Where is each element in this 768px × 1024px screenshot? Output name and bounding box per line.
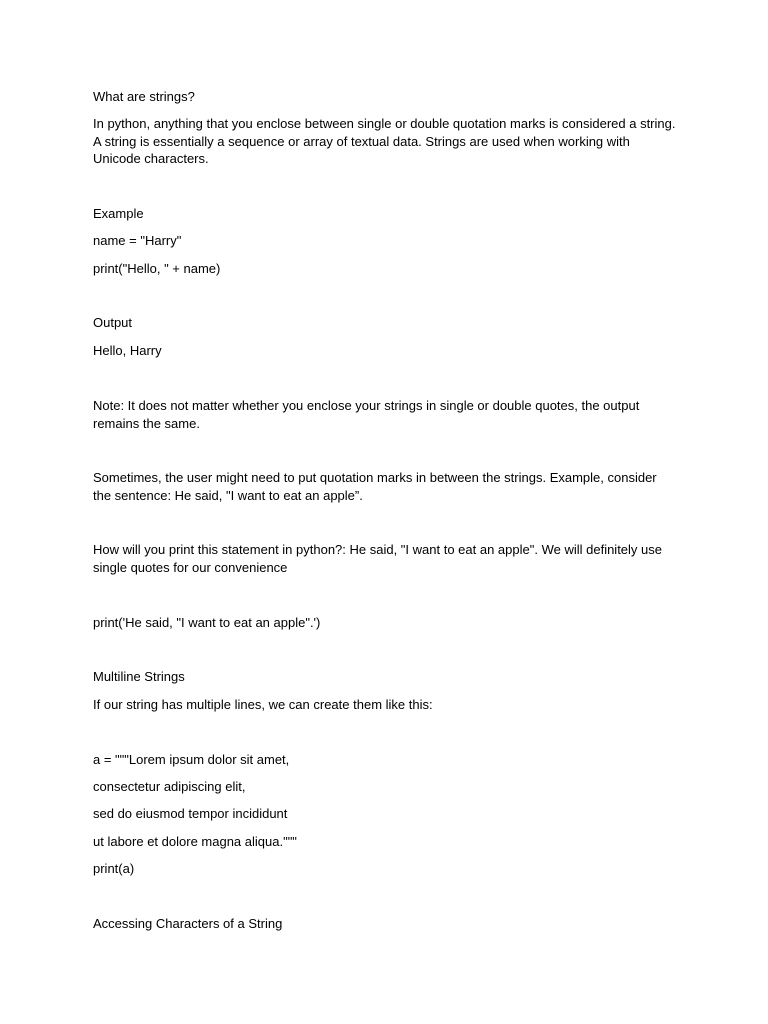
code-line-print-a: print(a): [93, 861, 135, 876]
heading-accessing-characters: Accessing Characters of a String: [93, 916, 283, 931]
heading-what-are-strings: What are strings?: [93, 89, 195, 104]
paragraph-multiline-intro: If our string has multiple lines, we can create them like this:: [93, 697, 433, 712]
paragraph-quotation-marks: Sometimes, the user might need to put quotation marks in between the strings. Example, consider the sentence: He said, "I want to eat an apple”.: [93, 470, 657, 503]
heading-multiline-strings: Multiline Strings: [93, 669, 185, 684]
paragraph-print-statement-question: How will you print this statement in python?: He said, "I want to eat an apple". We will definitely use single quotes for our convenience: [93, 542, 662, 575]
label-output: Output: [93, 315, 133, 330]
output-text: Hello, Harry: [93, 343, 162, 358]
paragraph-strings-definition: In python, anything that you enclose between single or double quotation marks is considered a string. A string is essentially a sequence or array of textual data. Strings are used when working with Unicode characters.: [93, 116, 676, 166]
paragraph-note-quotes: Note: It does not matter whether you enclose your strings in single or double quotes, the output remains the same.: [93, 398, 640, 431]
code-line-multiline-2: consectetur adipiscing elit,: [93, 779, 246, 794]
code-line-multiline-1: a = """Lorem ipsum dolor sit amet,: [93, 752, 290, 767]
label-example: Example: [93, 206, 144, 221]
code-line-print-hello: print("Hello, " + name): [93, 261, 221, 276]
code-line-name-assignment: name = "Harry": [93, 233, 182, 248]
code-line-multiline-4: ut labore et dolore magna aliqua.""": [93, 834, 297, 849]
code-line-multiline-3: sed do eiusmod tempor incididunt: [93, 806, 288, 821]
code-line-print-apple: print('He said, "I want to eat an apple".'): [93, 615, 321, 630]
